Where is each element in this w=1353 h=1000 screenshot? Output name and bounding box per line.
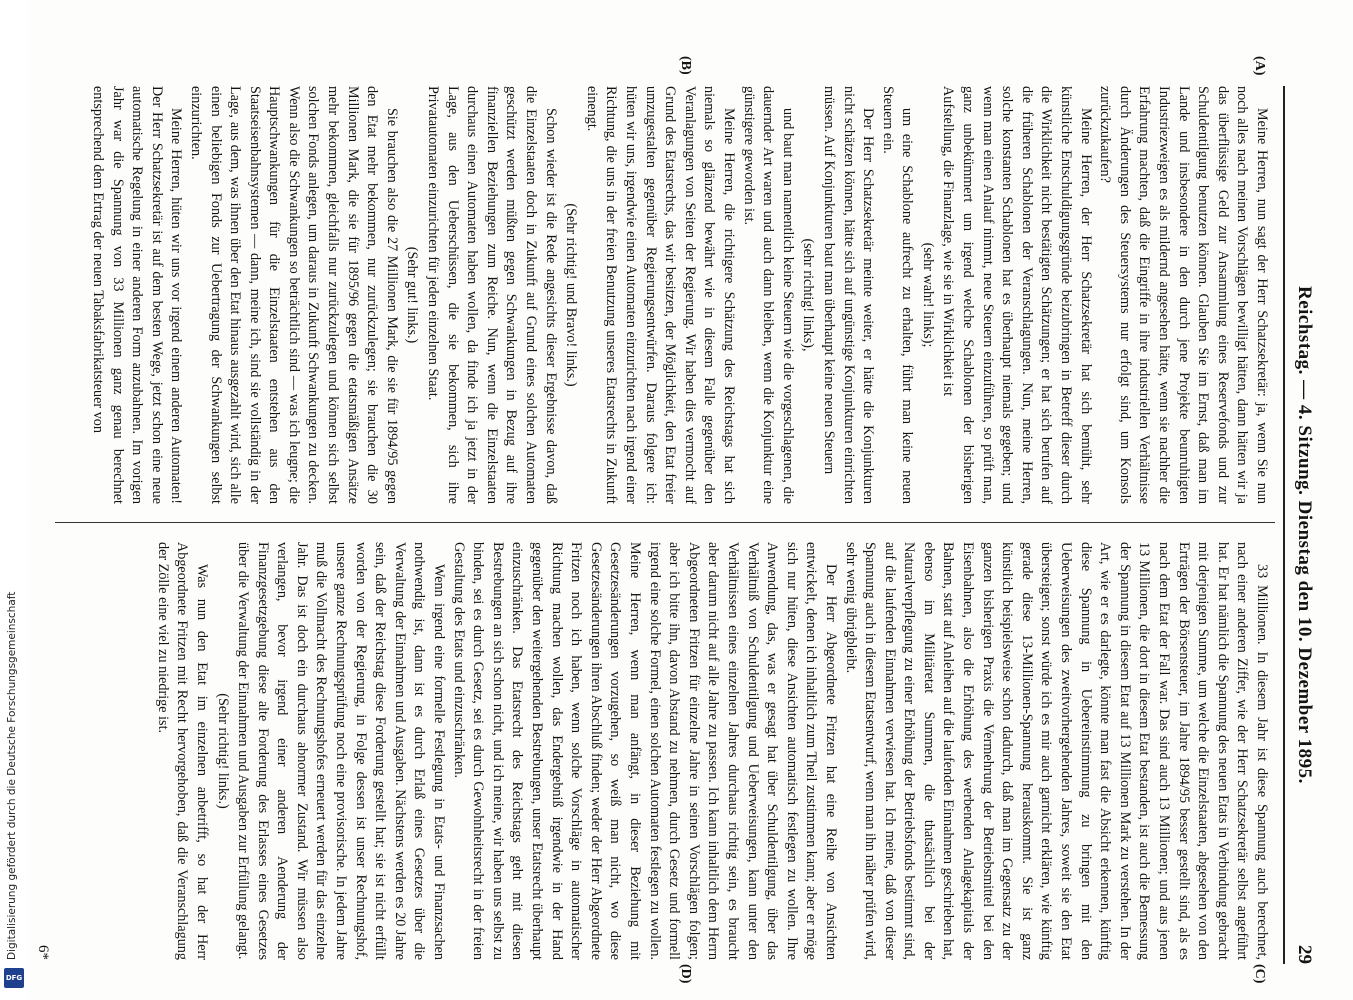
column-divider (55, 522, 1275, 523)
interjection: (Sehr richtig! und Bravo! links.) (563, 203, 580, 387)
paragraph: Schon wieder ist die Rede angesichts dieser Ergebnisse davon, daß die Einzelstaaten doch in Zukunft auf Grund eines solchen Automaten geschützt werden müßten gegen Schwankungen in Bezug auf ihre finanziellen Beziehungen zum Reiche. Nun, wenn die Einzelstaaten durchaus einen Automaten haben wollen, da finde ich ja jetzt in der Lage, aus den Ueberschüssen, die sie bekommen, sich ihre Privatautomaten einzurichten für jeden einzelnen Staat. (425, 86, 559, 504)
interjection: (sehr richtig! links), (800, 238, 817, 352)
funding-note: Digitalisierung gefördert durch die Deutsche Forschungsgemeinschaft (6, 591, 18, 960)
margin-marker-a: (A) (1252, 56, 1267, 76)
paragraph: Der Herr Abgeordnete Fritzen hat eine Reihe von Ansichten entwickelt, denen ich inhaltlich zum Theil zustimmen kann; aber er möge sich nur hüten, diese Ansichten automatisch festlegen zu wollen. Ihre Anwendung, das, was er gesagt hat über Schuldentilgung, über das Verhältniß von Schuldentilgung und Ueberweisungen, kann unter den Verhältnissen eines einzelnen Jahres durchaus richtig sein, es braucht aber darum nicht auf alle Jahre zu passen. Ich kann inhaltlich dem Herrn Abgeordneten Fritzen für einzelne Jahre in seinen Vorschlägen folgen; aber ich bitte ihn, davon Abstand zu nehmen, durch Gesetz und formell irgend eine solche Formel, einen solchen Automaten festlegen zu wollen. Meine Herren, wenn man anfängt, in dieser Beziehung mit Gesetzesänderungen vorzugehen, so weiß man nicht, wo diese Gesetzesänderungen ihren Abschluß finden; weder der Herr Abgeordnete Fritzen noch ich haben, wenn solche Vorschläge in automatischer Richtung machen wollen, das Endergebniß irgendwie in der Hand gegenüber den weitergehenden Bestrebungen, unser Etatsrecht überhaupt einzuschränken. Das Etatsrecht des Reichstags geht mit diesen Bestrebungen an sich schon nicht, und ich meine, wir haben uns selbst zu binden, sei es durch Gesetz, sei es durch Gewohnheitsrecht in der freien Gestaltung des Etats und einzuschränken. (450, 542, 839, 960)
paragraph: Meine Herren, die richtigere Schätzung des Reichstags hat sich niemals so glänzend bewährt wie in diesem Falle gegenüber den Veranlagungen von Seiten der Regierung. Wir haben dies vermocht auf Grund des Etatsrechts, das wir besitzen, der Möglichkeit, den Etat freier umzugestalten gegenüber Regierungsentwürfen. Daraus folgere ich: hüten wir uns, irgendwie einen Automaten einzurichten nach irgend einer Richtung, die uns in der freien Benutzung unseres Etatsrechts in Zukunft einengt. (583, 86, 737, 504)
paragraph: 33 Millionen. In diesem Jahr ist diese Spannung auch berechnet, nach einer anderen Ziffer, wie der Herr Schatzsekretär selbst angeführt hat. Er hat nämlich die Spannung des neuen Etats in Verbindung gebracht mit derjenigen Summe, um welche die Einzelstaaten, abgesehen von den Erträgen der Börsensteuer, im Jahre 1894/95 besser gestellt sind, als es nach dem Etat der Fall war. Das sind auch 13 Millionen; und aus jenen 13 Millionen, die dort in diesem Etat bestanden, ist auch die Bemessung der Spannung in diesem Etat auf 13 Millionen Mark zu verstehen. In der Art, wie er es darlegte, könnte man fast die Absicht erkennen, künftig diese Spannung in Uebereinstimmung zu bringen mit den Ueberweisungen des zweitvorhergehenden Jahres, soweit sie den Etat übersteigen; sonst würde ich es mir auch garnicht erklären, wie künftig gerade diese 13-Millionen-Spannung herauskommt. Sie ist ganz künstlich beispielsweise schon dadurch, daß man im Gegensatz zu der ganzen bisherigen Praxis die Vermehrung der Betriebsmittel bei den Eisenbahnen, also die Erhöhung des werbenden Anlagekapitals der Bahnen, statt auf Anleihen auf die laufenden Einnahmen geschrieben hat, ebenso im Militäretat Summen, die thatsächlich bei der Naturalverpflegung zu einer Erhöhung der Betriebsfonds bestimmt sind, auf die laufenden Einnahmen verwiesen hat. Ich meine, daß von dieser Spannung auch in diesem Etatsentwurf, wenn man ihn näher prüfen wird, sehr wenig übrigbleibt. (842, 542, 1270, 960)
paragraph: und baut man namentlich keine Steuern wie die vorgeschlagenen, die dauernder Art waren und auch dann bleiben, wenn die Konjunktur eine günstigere geworden ist. (740, 86, 796, 504)
paragraph: Meine Herren, hüten wir uns vor irgend einem anderen Automaten! Der Herr Schatzsekretär ist auf dem besten Wege, jetzt schon eine neue automatische Regelung in einer anderen Form anzubahnen. Im vorigen Jahr war die Spannung von 33 Millionen ganz genau berechnet entsprechend dem Ertrag der neuen Tabaksfabrikatsteuer von (89, 86, 185, 504)
paragraph: Der Herr Schatzsekretär meinte weiter, er hätte die Konjunkturen nicht schätzen können, hätte sich auf ungünstige Konjunkturen einrichten müssen. Auf Konjunkturen baut man überhaupt keine neuen Steuern (820, 86, 877, 504)
paragraph: Meine Herren, nun sagt der Herr Schatzsekretär: ja, wenn Sie nun noch alles nach meinen Vorschlägen bewilligt hätten, dann hätten wir ja das überflüssige Geld zur Ansammlung eines Reservefonds und zur Schuldentilgung benutzen können. Glauben Sie im Ernst, daß man im Lande und insbesondere in den durch jene Projekte beunruhigten Industriezweigen es als mildernd angesehen hätte, wenn sie nachher die Erfahrung machten, daß die Eingriffe in ihre industriellen Verhältnisse durch Änderungen des Steuersystems nur erfolgt sind, um Konsols zurückzukaufen? (1097, 86, 1270, 504)
running-title: Reichstag. — 4. Sitzung. Dienstag den 10. Dezember 1895. (1294, 286, 1315, 784)
interjection: (sehr wahr! links); (919, 242, 936, 348)
margin-marker-b: (B) (678, 56, 693, 75)
signature-mark: 6* (35, 945, 51, 960)
paragraph: Sie brauchen also die 27 Millionen Mark, die sie für 1894/95 gegen den Etat mehr bekommen, nur zurückzulegen; sie brauchen die 30 Millionen Mark, die sie für 1895/96 gegen die etatsmäßigen Ansätze mehr bekommen, gleichfalls nur zurückzulegen und können sich selbst solchen Fonds anlegen, um daraus in Zukunft Schwankungen zu decken. Wenn also die Schwankungen so beträchtlich sind — was ich leugne; die Hauptschwankungen für die Einzelstaaten entstehen aus den Staatseisenbahnsystemen — dann, meine ich, sind sie vollständig in der Lage, aus dem, was ihnen über den Etat hinaus ausgezahlt wird, sich alle einen beliebigen Fonds zur Uebertragung der Schwankungen selbst einzurichten. (187, 86, 400, 504)
right-column (49, 542, 1271, 960)
dfg-logo-icon: DFG (4, 968, 24, 988)
dfg-sidebar (0, 0, 28, 1000)
interjection: (Sehr gut! links.) (404, 246, 421, 344)
margin-marker-d: (D) (678, 964, 693, 984)
paragraph: um eine Schablone aufrecht zu erhalten, führt man keine neuen Steuern ein. (879, 86, 916, 504)
page-number: 29 (1294, 945, 1315, 964)
paragraph: Was nun den Etat im einzelnen anbetrifft, so hat der Herr Abgeordnete Fritzen mit Recht hervorgehoben, daß die Veranschlagung der Zölle eine viel zu niedrige ist. (154, 542, 210, 960)
paragraph: Meine Herren, der Herr Schatzsekretär hat sich bemüht, sehr künstliche Entschuldigungsgründe beizubringen in Betreff dieser durch die Wirklichkeit nicht bestätigten Schätzungen; er hat sich berufen auf die früheren Schablonen der Veranschlagungen. Nun, meine Herren, solche konstanten Schablonen hat es überhaupt niemals gegeben; und wenn man einen Anlauf nimmt, neue Steuern einzuführen, so prüft man, ganz unbekümmert um irgend welche Schablonen der bisherigen Aufstellung, die Finanzlage, wie sie in Wirklichkeit ist (940, 86, 1094, 504)
margin-marker-c: (C) (1252, 964, 1267, 984)
page-header (1283, 86, 1325, 964)
paragraph: Wenn irgend eine formelle Festlegung in Etats- und Finanzsachen nothwendig ist, dann ist es durch Erlaß eines Gesetzes über die Verwaltung der Einnahmen und Ausgaben. Nächstens werden es 20 Jahre sein, daß der Reichstag diese Forderung gestellt hat; sie ist nicht erfüllt worden von der Regierung, in Folge dessen ist unser Rechnungshof, unsere ganze Rechnungsprüfung noch eine provisorische. In jedem Jahre muß die Vollmacht des Rechnungshofes erneuert werden für das einzelne Jahr. Das ist doch ein durchaus abnormer Zustand. Wir müssen also verlangen, bevor irgend einer anderen Aenderung der Finanzgesetzgebung diese alte Forderung des Erlasses eines Gesetzes über die Verwaltung der Einnahmen und Ausgaben zur Erfüllung gelangt. (235, 542, 448, 960)
interjection: (Sehr richtig! links.) (214, 693, 231, 809)
left-column (49, 86, 1271, 504)
